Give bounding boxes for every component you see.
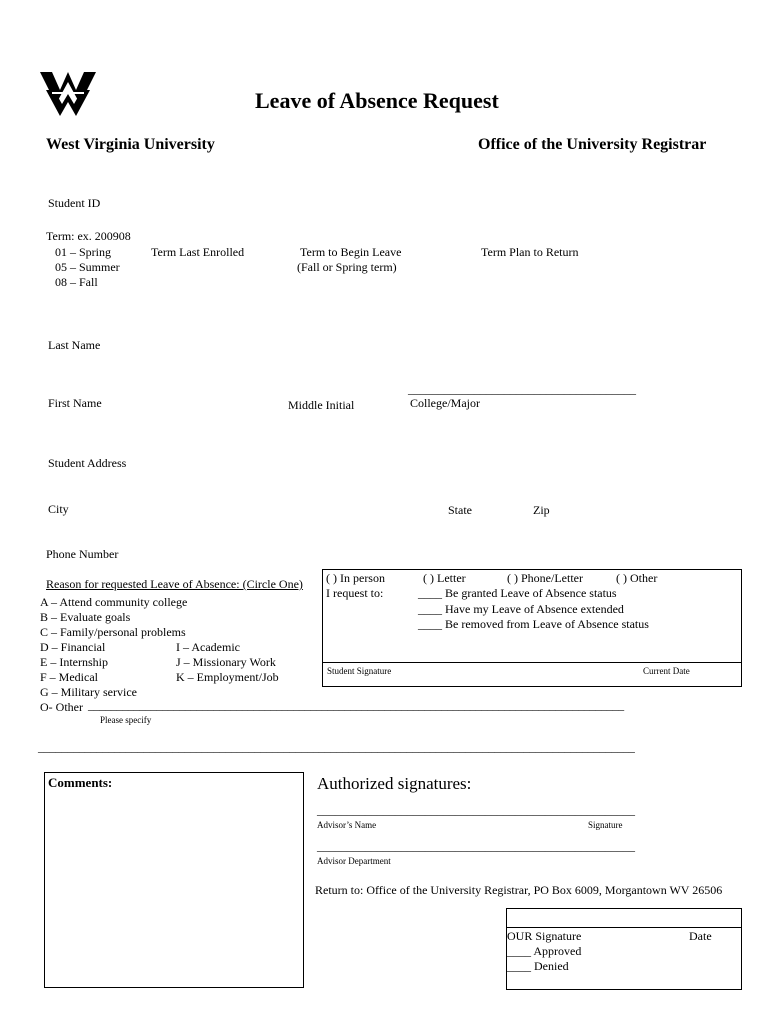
reason-item: F – Medical bbox=[40, 670, 98, 684]
reason-item: A – Attend community college bbox=[40, 595, 188, 609]
phone-number-label: Phone Number bbox=[46, 547, 119, 561]
reason-list-left bbox=[40, 595, 187, 700]
college-underline: ______________________________________ bbox=[408, 382, 636, 396]
reason-item: I – Academic bbox=[176, 640, 240, 654]
request-option: ____ Have my Leave of Absence extended bbox=[418, 601, 624, 616]
our-box-divider bbox=[507, 927, 741, 928]
zip-label: Zip bbox=[533, 503, 550, 517]
reason-item: E – Internship bbox=[40, 655, 108, 669]
college-major-label: College/Major bbox=[410, 396, 480, 410]
advisor-name-line: _____________________________________________________ bbox=[317, 803, 635, 817]
advisor-department-line: _____________________________________________________ bbox=[317, 839, 635, 853]
last-name-label: Last Name bbox=[48, 338, 101, 352]
term-begin-leave-note: (Fall or Spring term) bbox=[297, 260, 397, 274]
office-name: Office of the University Registrar bbox=[478, 136, 707, 153]
comments-label: Comments: bbox=[48, 775, 113, 790]
method-in-person: ( ) In person bbox=[326, 571, 385, 585]
request-option: ____ Be removed from Leave of Absence status bbox=[418, 617, 649, 631]
reason-item: C – Family/personal problems bbox=[40, 625, 186, 639]
reason-other-line: ______________________________________________________________________________________________ bbox=[88, 698, 624, 712]
reason-other-label: O- Other bbox=[40, 700, 83, 714]
authorized-signatures-heading: Authorized signatures: bbox=[317, 774, 472, 793]
reason-item: D – Financial bbox=[40, 640, 106, 654]
advisor-department-label: Advisor Department bbox=[317, 856, 391, 866]
university-name: West Virginia University bbox=[46, 136, 215, 153]
reason-item: B – Evaluate goals bbox=[40, 610, 131, 624]
term-code: 05 – Summer bbox=[55, 260, 120, 274]
full-width-line: ______________________________________________________________________________________________________ bbox=[38, 740, 635, 754]
reason-heading: Reason for requested Leave of Absence: (Circle One) bbox=[46, 577, 303, 591]
student-address-label: Student Address bbox=[48, 456, 127, 470]
request-options bbox=[418, 586, 649, 633]
student-id-label: Student ID bbox=[48, 196, 101, 210]
current-date-label: Current Date bbox=[643, 666, 690, 676]
method-phone-letter: ( ) Phone/Letter bbox=[507, 571, 583, 585]
page-title: Leave of Absence Request bbox=[255, 88, 499, 113]
term-code: 01 – Spring bbox=[55, 245, 112, 259]
denied-option: ____ Denied bbox=[507, 959, 569, 973]
method-other: ( ) Other bbox=[616, 571, 658, 585]
term-last-enrolled-label: Term Last Enrolled bbox=[151, 245, 245, 259]
term-label: Term: ex. 200908 bbox=[46, 229, 131, 243]
reason-item: K – Employment/Job bbox=[176, 670, 279, 684]
reason-list-right bbox=[176, 640, 279, 685]
reason-item: G – Military service bbox=[40, 685, 137, 699]
comments-box bbox=[44, 772, 304, 988]
please-specify-label: Please specify bbox=[100, 715, 152, 725]
return-to-address: Return to: Office of the University Registrar, PO Box 6009, Morgantown WV 26506 bbox=[315, 883, 723, 897]
advisor-name-label: Advisor’s Name bbox=[317, 820, 377, 830]
term-code: 08 – Fall bbox=[55, 275, 98, 289]
term-plan-return-label: Term Plan to Return bbox=[481, 245, 579, 259]
request-option: ____ Be granted Leave of Absence status bbox=[418, 586, 617, 600]
term-begin-leave-label: Term to Begin Leave bbox=[300, 245, 402, 259]
middle-initial-label: Middle Initial bbox=[288, 398, 355, 412]
city-label: City bbox=[48, 502, 69, 516]
request-to-label: I request to: bbox=[326, 586, 384, 600]
our-signature-label: OUR Signature bbox=[507, 929, 582, 943]
reason-item: J – Missionary Work bbox=[176, 655, 276, 669]
advisor-signature-label: Signature bbox=[588, 820, 623, 830]
state-label: State bbox=[448, 503, 472, 517]
approved-option: ____ Approved bbox=[507, 944, 582, 958]
term-codes bbox=[55, 245, 120, 290]
method-letter: ( ) Letter bbox=[423, 571, 466, 585]
student-signature-label: Student Signature bbox=[327, 666, 392, 676]
our-date-label: Date bbox=[689, 929, 712, 943]
student-signature-line bbox=[323, 662, 741, 663]
wvu-logo bbox=[40, 70, 96, 120]
first-name-label: First Name bbox=[48, 396, 102, 410]
